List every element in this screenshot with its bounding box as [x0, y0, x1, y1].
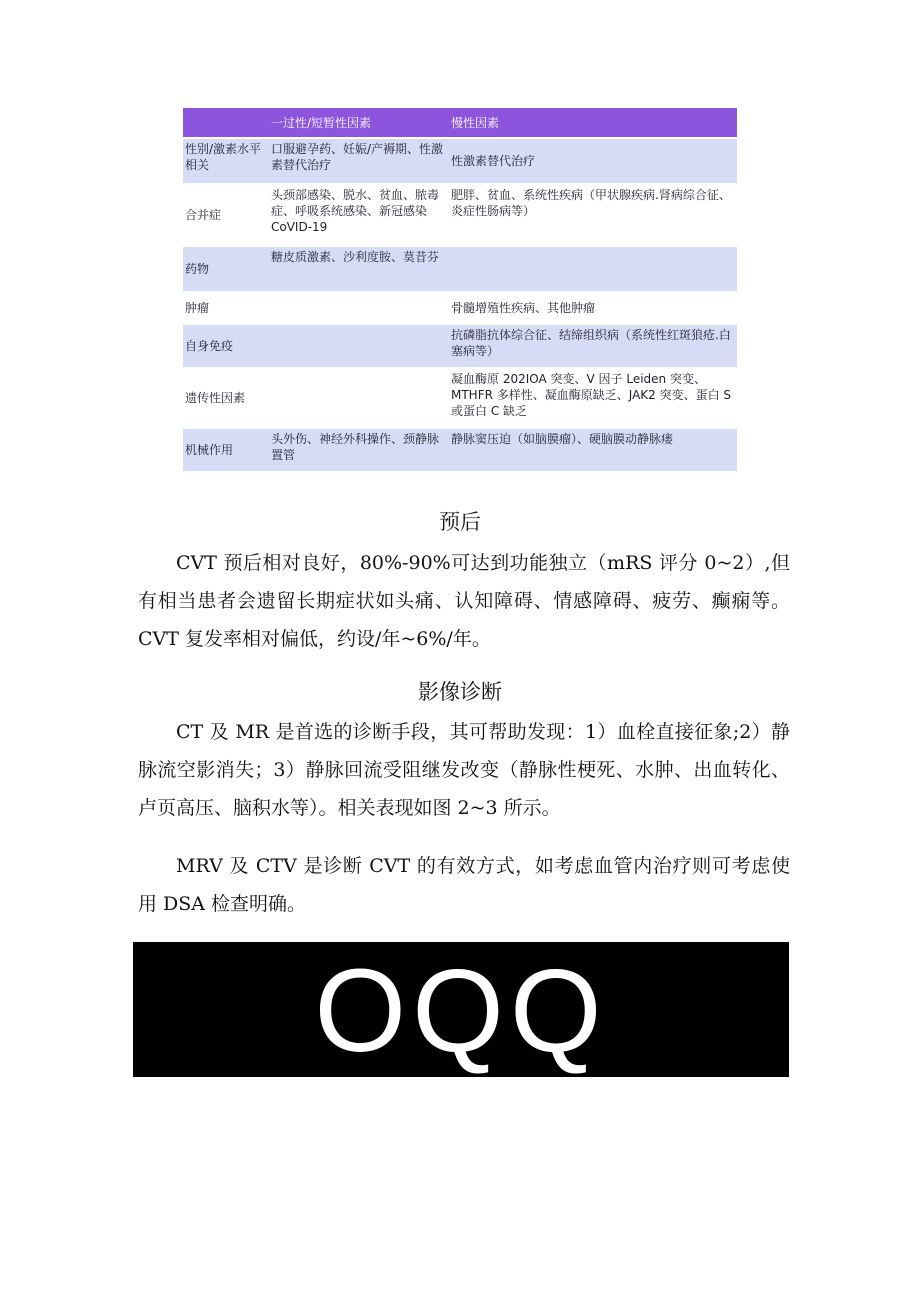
table-row: [183, 246, 737, 292]
imaging-figure: [133, 942, 789, 1077]
row-chronic: 抗磷脂抗体综合征、结缔组织病（系统性红斑狼疮.白塞病等）: [449, 324, 737, 368]
imaging-paragraph-2: MRV 及 CTV 是诊断 CVT 的有效方式，如考虑血管内治疗则可考虑使用 DSA 检查明确。: [138, 855, 790, 915]
row-transient: 头颈部感染、脱水、贫血、脓毒症、呼吸系统感染、新冠感染 CoVID-19: [269, 184, 449, 246]
prognosis-paragraph: CVT 预后相对良好，80%-90%可达到功能独立（mRS 评分 0~2）,但有相当患者会遗留长期症状如头痛、认知障碍、情感障碍、疲劳、癫痫等。CVT 复发率相对偏低，约设/年~6%/年。: [138, 552, 790, 650]
imaging-heading: 影像诊断: [418, 680, 502, 704]
row-category: 肿瘤: [183, 292, 269, 324]
table-header-chronic: 慢性因素: [449, 108, 737, 138]
row-chronic: 静脉窦压迫（如脑膜瘤）、硬脑膜动静脉瘘: [449, 428, 737, 472]
row-transient: 头外伤、神经外科操作、颈静脉置管: [269, 428, 449, 472]
table-header-row: [183, 108, 737, 138]
table-row: [183, 292, 737, 324]
risk-factor-table: [183, 108, 737, 473]
row-transient: [269, 292, 449, 324]
row-transient: [269, 368, 449, 428]
row-category: 遗传性因素: [183, 368, 269, 428]
table-row: [183, 184, 737, 246]
prognosis-heading: 预后: [439, 510, 481, 534]
row-category: 药物: [183, 246, 269, 292]
row-category: 自身免疫: [183, 324, 269, 368]
row-category: 合并症: [183, 184, 269, 246]
row-transient: [269, 324, 449, 368]
row-chronic: 性激素替代治疗: [449, 138, 737, 184]
row-category: 机械作用: [183, 428, 269, 472]
table-row: [183, 368, 737, 428]
row-transient: 口服避孕药、妊娠/产褥期、性激素替代治疗: [269, 138, 449, 184]
row-chronic: 骨髓增殖性疾病、其他肿瘤: [449, 292, 737, 324]
table-header-transient: 一过性/短暂性因素: [269, 108, 449, 138]
row-chronic: 肥胖、贫血、系统性疾病（甲状腺疾病.肾病综合征、炎症性肠病等）: [449, 184, 737, 246]
table-row: [183, 324, 737, 368]
imaging-paragraph-1: CT 及 MR 是首选的诊断手段，其可帮助发现：1）血栓直接征象;2）静脉流空影消失；3）静脉回流受阻继发改变（静脉性梗死、水肿、出血转化、卢页高压、脑积水等）。相关表现如图 2~3 所示。: [138, 721, 790, 819]
table-row: [183, 428, 737, 472]
row-transient: 糖皮质激素、沙利度胺、莫昔芬: [269, 246, 449, 292]
figure-text: OQQ: [314, 945, 608, 1077]
row-chronic: [449, 246, 737, 292]
table-header-empty: [183, 108, 269, 138]
table-row: [183, 138, 737, 184]
row-chronic: 凝血酶原 202IOA 突变、V 因子 Leiden 突变、MTHFR 多样性、凝血酶原缺乏、JAK2 突变、蛋白 S 或蛋白 C 缺乏: [449, 368, 737, 428]
row-category: 性别/激素水平相关: [183, 138, 269, 184]
